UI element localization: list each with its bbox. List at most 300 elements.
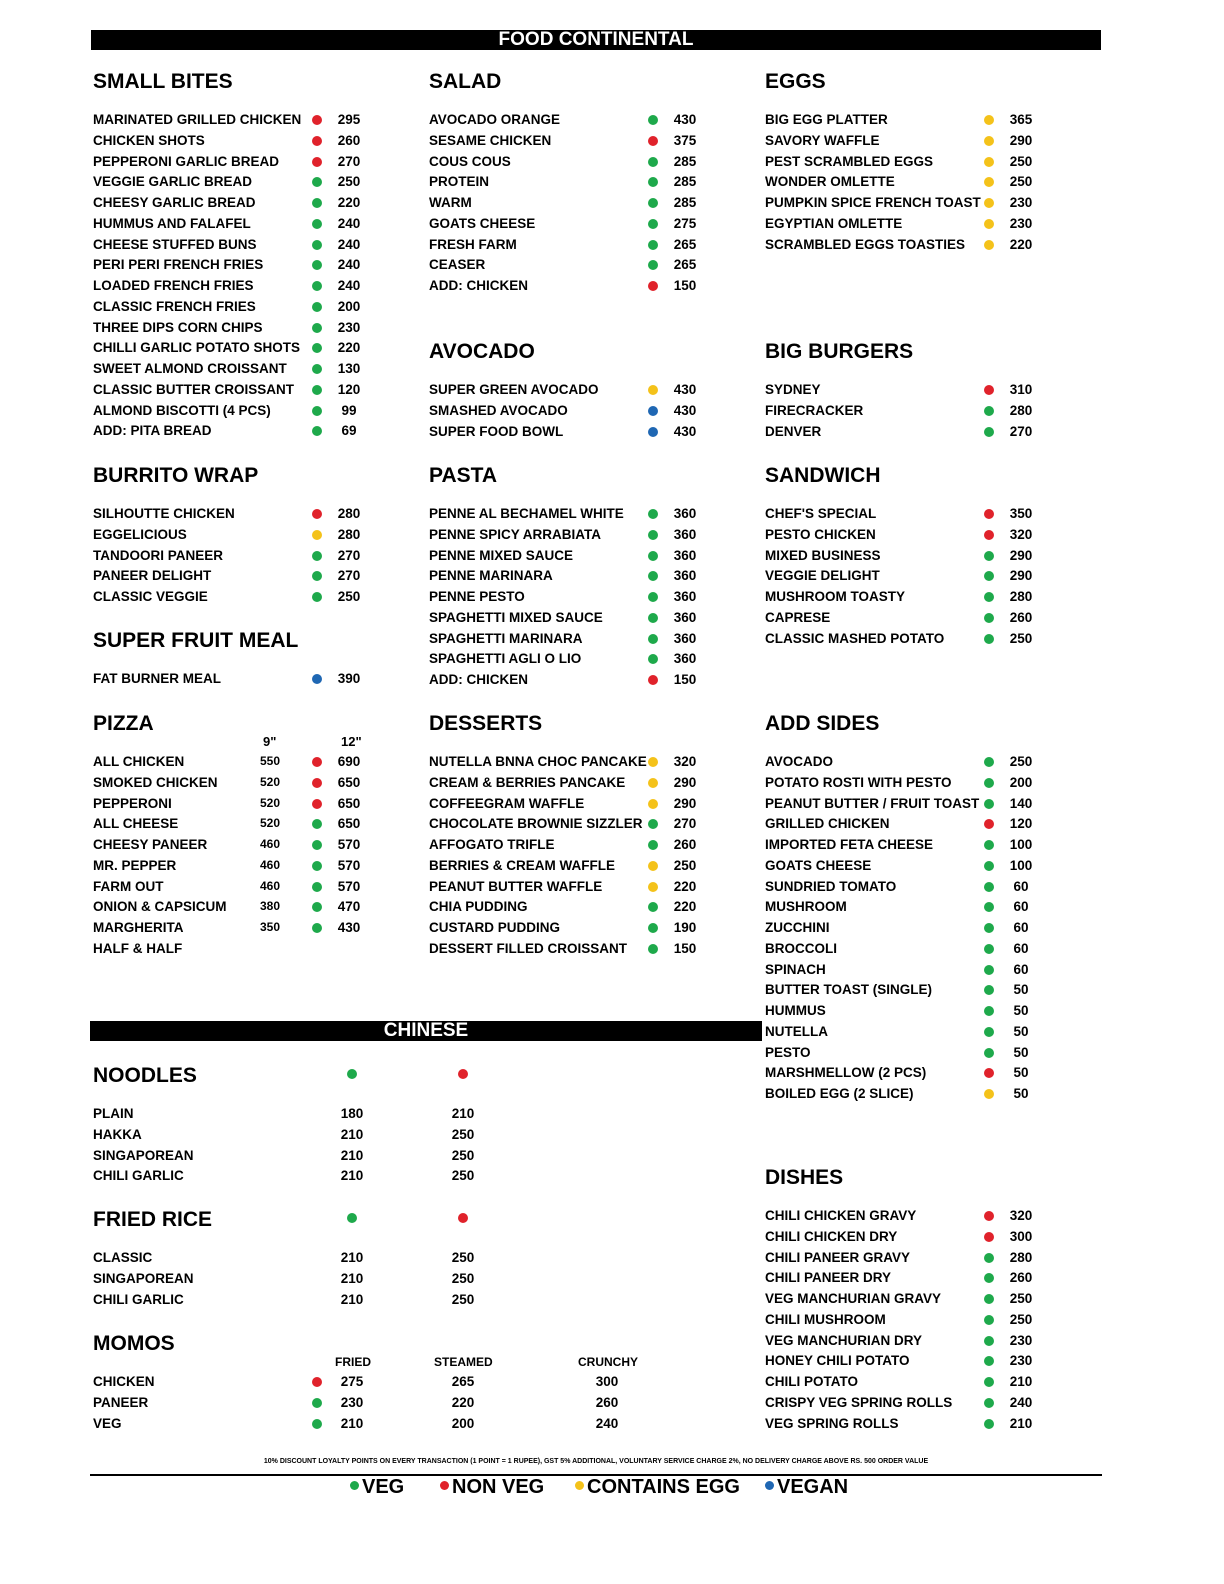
item-name: CHILI PANEER GRAVY xyxy=(765,1249,911,1265)
item-name: SESAME CHICKEN xyxy=(429,132,552,148)
item-name: SINGAPOREAN xyxy=(93,1147,194,1163)
price-nonveg: 250 xyxy=(451,1126,475,1142)
item-name: SPAGHETTI AGLI O LIO xyxy=(429,651,582,667)
price-crunchy: 260 xyxy=(595,1394,619,1410)
item-name: HAKKA xyxy=(93,1126,142,1142)
price-crunchy: 300 xyxy=(595,1374,619,1389)
vegan-dot-icon xyxy=(312,674,322,684)
veg-dot-icon xyxy=(984,634,994,644)
item-price: 320 xyxy=(673,754,697,769)
item-name: CUSTARD PUDDING xyxy=(429,920,560,935)
legend-egg xyxy=(575,1476,740,1499)
item-price: 280 xyxy=(1009,1249,1033,1265)
item-name: PEPPERONI GARLIC BREAD xyxy=(93,153,280,169)
item-price: 300 xyxy=(1009,1228,1033,1244)
price-large: 570 xyxy=(337,878,361,894)
egg-dot-icon xyxy=(648,385,658,395)
egg-dot-icon xyxy=(984,219,994,229)
item-name: CREAM & BERRIES PANCAKE xyxy=(429,774,626,790)
item-price: 100 xyxy=(1009,837,1033,852)
veg-dot-icon xyxy=(984,1377,994,1387)
item-name: DENVER xyxy=(765,423,822,439)
item-price: 280 xyxy=(337,506,361,521)
veg-dot-icon xyxy=(312,364,322,374)
item-name: MIXED BUSINESS xyxy=(765,547,881,563)
item-name: PENNE AL BECHAMEL WHITE xyxy=(429,506,624,521)
item-name: AFFOGATO TRIFLE xyxy=(429,837,555,852)
item-name: SYDNEY xyxy=(765,382,821,397)
egg-dot-icon xyxy=(312,530,322,540)
item-name: CHEF'S SPECIAL xyxy=(765,506,877,521)
price-steamed: 220 xyxy=(451,1394,475,1410)
chinese-header: CHINESE xyxy=(90,1021,762,1041)
veg-dot-icon xyxy=(648,177,658,187)
item-price: 360 xyxy=(673,568,697,584)
item-name: PEANUT BUTTER / FRUIT TOAST xyxy=(765,795,980,811)
item-price: 260 xyxy=(673,837,697,852)
veg-dot-icon xyxy=(984,592,994,602)
veg-dot-icon xyxy=(984,840,994,850)
veg-dot-icon xyxy=(312,385,322,395)
item-price: 375 xyxy=(673,132,697,148)
veg-dot-icon xyxy=(312,281,322,291)
veg-dot-icon xyxy=(984,965,994,975)
veg-dot-icon xyxy=(312,902,322,912)
item-name: POTATO ROSTI WITH PESTO xyxy=(765,774,952,790)
veg-dot-icon xyxy=(648,613,658,623)
section-title: FRIED RICE xyxy=(93,1208,213,1231)
item-name: MR. PEPPER xyxy=(93,857,177,873)
price-veg: 210 xyxy=(340,1168,364,1184)
item-price: 290 xyxy=(1009,547,1033,563)
item-name: MARGHERITA xyxy=(93,920,184,935)
section-title: PIZZA xyxy=(93,712,154,735)
item-name: BUTTER TOAST (SINGLE) xyxy=(765,982,932,998)
item-name: AVOCADO xyxy=(765,754,834,769)
egg-dot-icon xyxy=(575,1481,584,1490)
item-price: 60 xyxy=(1013,940,1029,956)
item-name: PANEER DELIGHT xyxy=(93,568,212,584)
item-price: 150 xyxy=(673,278,697,293)
item-price: 230 xyxy=(1009,1332,1033,1348)
item-price: 265 xyxy=(673,257,697,273)
item-name: COUS COUS xyxy=(429,153,511,169)
item-price: 250 xyxy=(337,174,361,190)
nonveg-dot-icon xyxy=(312,136,322,146)
momos-col-crunchy: CRUNCHY xyxy=(578,1355,638,1369)
price-small: 550 xyxy=(259,754,281,768)
item-price: 275 xyxy=(673,215,697,231)
price-large: 570 xyxy=(337,857,361,873)
legend-label: VEG xyxy=(362,1476,405,1498)
section-title: PASTA xyxy=(429,464,498,487)
item-name: LOADED FRENCH FRIES xyxy=(93,278,254,293)
price-veg: 210 xyxy=(340,1270,364,1286)
item-price: 250 xyxy=(1009,630,1033,646)
item-price: 140 xyxy=(1009,795,1033,811)
item-name: NUTELLA xyxy=(765,1023,828,1039)
legend-vegan xyxy=(765,1476,848,1499)
price-large: 470 xyxy=(337,899,361,915)
price-small: 460 xyxy=(259,878,281,893)
veg-dot-icon xyxy=(312,240,322,250)
veg-dot-icon xyxy=(312,840,322,850)
legend-nonveg xyxy=(440,1476,544,1499)
item-price: 360 xyxy=(673,506,697,521)
price-steamed: 200 xyxy=(451,1415,475,1431)
item-name: PEPPERONI xyxy=(93,795,172,811)
veg-dot-icon xyxy=(648,509,658,519)
item-name: EGYPTIAN OMLETTE xyxy=(765,215,903,231)
price-large: 690 xyxy=(337,754,361,769)
nonveg-dot-icon xyxy=(312,799,322,809)
item-price: 260 xyxy=(1009,1270,1033,1286)
section-title: BIG BURGERS xyxy=(765,340,914,363)
item-price: 220 xyxy=(337,340,361,356)
item-price: 250 xyxy=(1009,153,1033,169)
veg-dot-icon xyxy=(984,882,994,892)
item-price: 190 xyxy=(673,920,697,935)
item-name: ADD: CHICKEN xyxy=(429,278,528,293)
item-price: 360 xyxy=(673,547,697,563)
veg-dot-icon xyxy=(312,426,322,436)
item-price: 280 xyxy=(1009,402,1033,418)
item-price: 69 xyxy=(341,423,357,439)
item-name: CLASSIC FRENCH FRIES xyxy=(93,298,256,314)
veg-dot-icon xyxy=(984,902,994,912)
item-name: CLASSIC BUTTER CROISSANT xyxy=(93,381,295,397)
item-price: 430 xyxy=(673,112,697,127)
veg-dot-icon xyxy=(350,1481,359,1490)
veg-dot-icon xyxy=(984,406,994,416)
price-steamed: 265 xyxy=(451,1374,475,1389)
item-name: PENNE MIXED SAUCE xyxy=(429,547,574,563)
veg-dot-icon xyxy=(312,923,322,933)
item-price: 150 xyxy=(673,940,697,956)
veg-dot-icon xyxy=(984,1006,994,1016)
price-veg: 210 xyxy=(340,1250,364,1265)
nonveg-dot-icon xyxy=(984,819,994,829)
item-name: FAT BURNER MEAL xyxy=(93,671,221,686)
item-name: GOATS CHEESE xyxy=(765,857,872,873)
veg-dot-icon xyxy=(984,799,994,809)
nonveg-dot-icon xyxy=(312,778,322,788)
item-price: 60 xyxy=(1013,878,1029,894)
item-name: CHEESY PANEER xyxy=(93,837,208,852)
item-name: CHILI CHICKEN GRAVY xyxy=(765,1208,917,1223)
item-name: PERI PERI FRENCH FRIES xyxy=(93,257,264,273)
price-large: 430 xyxy=(337,920,361,935)
item-price: 360 xyxy=(673,589,697,604)
item-price: 210 xyxy=(1009,1374,1033,1389)
item-name: SWEET ALMOND CROISSANT xyxy=(93,361,287,376)
price-fried: 230 xyxy=(340,1394,364,1410)
item-name: COFFEEGRAM WAFFLE xyxy=(429,795,585,811)
item-price: 220 xyxy=(1009,236,1033,252)
price-nonveg: 250 xyxy=(451,1291,475,1307)
item-name: CHIA PUDDING xyxy=(429,899,528,915)
section-title: ADD SIDES xyxy=(765,712,880,735)
item-name: GRILLED CHICKEN xyxy=(765,816,890,832)
item-price: 50 xyxy=(1013,1065,1029,1081)
item-price: 430 xyxy=(673,382,697,397)
item-price: 285 xyxy=(673,153,697,169)
price-small: 460 xyxy=(259,857,281,872)
item-price: 60 xyxy=(1013,920,1029,935)
price-large: 570 xyxy=(337,837,361,852)
veg-dot-icon xyxy=(312,882,322,892)
item-name: PUMPKIN SPICE FRENCH TOAST xyxy=(765,195,981,210)
item-price: 230 xyxy=(1009,1353,1033,1369)
veg-dot-icon xyxy=(312,302,322,312)
item-name: FARM OUT xyxy=(93,878,164,894)
item-name: CHILI POTATO xyxy=(765,1374,858,1389)
section-title: SALAD xyxy=(429,70,502,93)
veg-dot-icon xyxy=(984,1315,994,1325)
nonveg-dot-icon xyxy=(312,1377,322,1387)
legend-label: NON VEG xyxy=(452,1476,545,1498)
item-name: HONEY CHILI POTATO xyxy=(765,1353,910,1369)
item-price: 240 xyxy=(337,215,361,231)
item-price: 390 xyxy=(337,671,361,686)
legend-veg xyxy=(350,1476,404,1499)
price-veg: 210 xyxy=(340,1126,364,1142)
price-large: 650 xyxy=(337,795,361,811)
veg-dot-icon xyxy=(312,198,322,208)
item-name: SMOKED CHICKEN xyxy=(93,774,218,790)
item-price: 130 xyxy=(337,361,361,376)
pizza-size-small: 9" xyxy=(263,734,277,749)
nonveg-dot-icon xyxy=(458,1069,468,1079)
item-name: CRISPY VEG SPRING ROLLS xyxy=(765,1394,953,1410)
item-price: 60 xyxy=(1013,961,1029,977)
item-name: BIG EGG PLATTER xyxy=(765,112,888,127)
item-name: VEG xyxy=(93,1415,122,1431)
item-name: CHILLI GARLIC POTATO SHOTS xyxy=(93,340,300,356)
item-name: PLAIN xyxy=(93,1106,134,1121)
veg-dot-icon xyxy=(648,923,658,933)
egg-dot-icon xyxy=(984,115,994,125)
price-small: 520 xyxy=(259,795,281,810)
nonveg-dot-icon xyxy=(648,281,658,291)
veg-dot-icon xyxy=(984,551,994,561)
item-price: 230 xyxy=(1009,195,1033,210)
item-name: ADD: CHICKEN xyxy=(429,672,528,687)
item-name: PROTEIN xyxy=(429,174,490,190)
item-name: SUPER GREEN AVOCADO xyxy=(429,382,599,397)
item-price: 100 xyxy=(1009,857,1033,873)
item-name: SCRAMBLED EGGS TOASTIES xyxy=(765,236,966,252)
item-price: 200 xyxy=(337,298,361,314)
item-price: 280 xyxy=(337,526,361,542)
egg-dot-icon xyxy=(984,198,994,208)
nonveg-dot-icon xyxy=(440,1481,449,1490)
momos-col-steamed: STEAMED xyxy=(434,1355,493,1369)
item-name: HALF & HALF xyxy=(93,940,183,956)
item-name: VEG MANCHURIAN GRAVY xyxy=(765,1291,942,1306)
item-price: 365 xyxy=(1009,112,1033,127)
nonveg-dot-icon xyxy=(984,1068,994,1078)
item-price: 430 xyxy=(673,402,697,418)
item-name: GOATS CHEESE xyxy=(429,215,536,231)
item-name: MARINATED GRILLED CHICKEN xyxy=(93,112,302,127)
egg-dot-icon xyxy=(648,757,658,767)
item-price: 200 xyxy=(1009,774,1033,790)
veg-dot-icon xyxy=(648,198,658,208)
item-price: 250 xyxy=(1009,174,1033,190)
egg-dot-icon xyxy=(648,799,658,809)
item-price: 240 xyxy=(337,257,361,273)
price-veg: 210 xyxy=(340,1291,364,1307)
item-name: ALMOND BISCOTTI (4 PCS) xyxy=(93,402,271,418)
vegan-dot-icon xyxy=(648,406,658,416)
item-price: 240 xyxy=(337,236,361,252)
item-price: 60 xyxy=(1013,899,1029,915)
price-small: 350 xyxy=(259,920,281,934)
item-price: 240 xyxy=(1009,1394,1033,1410)
item-price: 260 xyxy=(1009,609,1033,625)
item-name: CHEESE STUFFED BUNS xyxy=(93,236,257,252)
item-name: CHILI MUSHROOM xyxy=(765,1311,886,1327)
item-name: PANEER xyxy=(93,1394,149,1410)
item-name: SAVORY WAFFLE xyxy=(765,132,880,148)
veg-dot-icon xyxy=(347,1069,357,1079)
nonveg-dot-icon xyxy=(312,757,322,767)
item-price: 230 xyxy=(337,319,361,335)
item-price: 270 xyxy=(673,816,697,832)
item-name: CHILI GARLIC xyxy=(93,1168,184,1184)
item-price: 250 xyxy=(1009,1291,1033,1306)
veg-dot-icon xyxy=(312,323,322,333)
item-name: THREE DIPS CORN CHIPS xyxy=(93,319,263,335)
item-name: PEANUT BUTTER WAFFLE xyxy=(429,878,603,894)
item-name: BROCCOLI xyxy=(765,940,837,956)
item-price: 270 xyxy=(337,547,361,563)
item-name: ZUCCHINI xyxy=(765,920,830,935)
item-price: 240 xyxy=(337,278,361,293)
price-veg: 180 xyxy=(340,1106,364,1121)
nonveg-dot-icon xyxy=(984,509,994,519)
nonveg-dot-icon xyxy=(648,136,658,146)
price-nonveg: 250 xyxy=(451,1168,475,1184)
veg-dot-icon xyxy=(648,571,658,581)
item-price: 310 xyxy=(1009,382,1033,397)
footnote: 10% DISCOUNT LOYALTY POINTS ON EVERY TRANSACTION (1 POINT = 1 RUPEE), GST 5% ADDITIONAL, VOLUNTARY SERVICE CHARGE 2%, NO DELIVERY CHARGE ABOVE RS. 500 ORDER VALUE xyxy=(263,1458,929,1465)
item-price: 270 xyxy=(1009,423,1033,439)
nonveg-dot-icon xyxy=(984,1211,994,1221)
section-title: SMALL BITES xyxy=(93,70,233,93)
item-name: ALL CHEESE xyxy=(93,816,179,832)
item-name: SPINACH xyxy=(765,961,826,977)
item-name: SILHOUTTE CHICKEN xyxy=(93,506,235,521)
item-price: 350 xyxy=(1009,506,1033,521)
item-price: 150 xyxy=(673,672,697,687)
item-price: 250 xyxy=(1009,1311,1033,1327)
veg-dot-icon xyxy=(984,571,994,581)
item-price: 50 xyxy=(1013,1086,1029,1101)
item-price: 250 xyxy=(1009,754,1033,769)
item-price: 260 xyxy=(337,132,361,148)
section-title: MOMOS xyxy=(93,1332,175,1355)
veg-dot-icon xyxy=(312,861,322,871)
price-nonveg: 250 xyxy=(451,1270,475,1286)
price-large: 650 xyxy=(337,816,361,832)
item-name: SPAGHETTI MARINARA xyxy=(429,630,583,646)
egg-dot-icon xyxy=(984,157,994,167)
item-price: 285 xyxy=(673,174,697,190)
item-name: PESTO xyxy=(765,1044,811,1060)
veg-dot-icon xyxy=(648,551,658,561)
price-nonveg: 250 xyxy=(451,1250,475,1265)
egg-dot-icon xyxy=(648,882,658,892)
item-price: 360 xyxy=(673,526,697,542)
veg-dot-icon xyxy=(648,634,658,644)
item-price: 280 xyxy=(1009,589,1033,604)
item-price: 220 xyxy=(673,878,697,894)
item-price: 360 xyxy=(673,630,697,646)
price-veg: 210 xyxy=(340,1147,364,1163)
item-price: 360 xyxy=(673,651,697,667)
item-price: 290 xyxy=(1009,568,1033,584)
veg-dot-icon xyxy=(347,1213,357,1223)
veg-dot-icon xyxy=(984,1027,994,1037)
veg-dot-icon xyxy=(984,1048,994,1058)
veg-dot-icon xyxy=(648,654,658,664)
vegan-dot-icon xyxy=(648,427,658,437)
veg-dot-icon xyxy=(984,1253,994,1263)
egg-dot-icon xyxy=(648,778,658,788)
item-price: 430 xyxy=(673,423,697,439)
egg-dot-icon xyxy=(984,1089,994,1099)
item-name: CEASER xyxy=(429,257,486,273)
item-name: ALL CHICKEN xyxy=(93,754,185,769)
item-price: 220 xyxy=(673,899,697,915)
item-price: 210 xyxy=(1009,1415,1033,1431)
veg-dot-icon xyxy=(312,177,322,187)
legend-label: VEGAN xyxy=(777,1476,849,1498)
price-nonveg: 210 xyxy=(451,1106,475,1121)
veg-dot-icon xyxy=(312,219,322,229)
item-name: VEGGIE DELIGHT xyxy=(765,568,880,584)
price-small: 520 xyxy=(259,816,281,831)
item-name: FIRECRACKER xyxy=(765,402,864,418)
veg-dot-icon xyxy=(648,115,658,125)
veg-dot-icon xyxy=(648,157,658,167)
veg-dot-icon xyxy=(312,819,322,829)
item-name: PENNE SPICY ARRABIATA xyxy=(429,526,602,542)
legend-label: CONTAINS EGG xyxy=(587,1476,740,1498)
item-price: 120 xyxy=(1009,816,1033,832)
item-name: IMPORTED FETA CHEESE xyxy=(765,837,934,852)
price-large: 650 xyxy=(337,774,361,790)
item-name: HUMMUS AND FALAFEL xyxy=(93,215,251,231)
item-price: 50 xyxy=(1013,1044,1029,1060)
veg-dot-icon xyxy=(312,406,322,416)
veg-dot-icon xyxy=(984,944,994,954)
item-name: VEG MANCHURIAN DRY xyxy=(765,1332,923,1348)
item-price: 270 xyxy=(337,568,361,584)
veg-dot-icon xyxy=(984,1398,994,1408)
nonveg-dot-icon xyxy=(312,115,322,125)
item-price: 285 xyxy=(673,195,697,210)
item-name: CAPRESE xyxy=(765,609,831,625)
veg-dot-icon xyxy=(984,1419,994,1429)
veg-dot-icon xyxy=(984,1273,994,1283)
item-name: AVOCADO ORANGE xyxy=(429,112,561,127)
continental-header: FOOD CONTINENTAL xyxy=(91,30,1101,50)
item-price: 120 xyxy=(337,381,361,397)
item-price: 50 xyxy=(1013,982,1029,998)
